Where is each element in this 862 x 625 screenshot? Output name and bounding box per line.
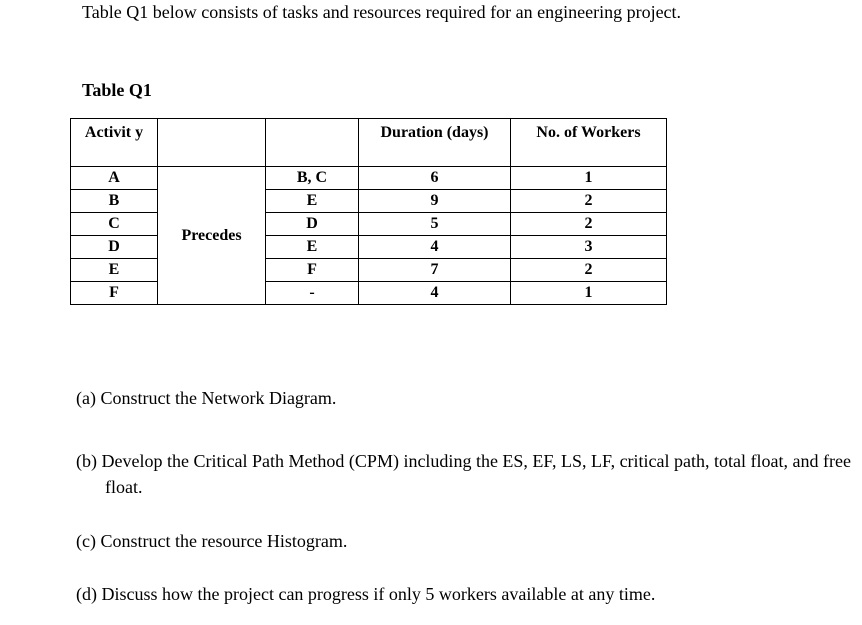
table-header-row — [71, 119, 667, 167]
cell-successor: B, C — [266, 167, 359, 190]
cell-duration: 9 — [359, 190, 511, 213]
cell-activity: A — [71, 167, 158, 190]
header-successor — [266, 119, 359, 167]
cell-activity: C — [71, 213, 158, 236]
cell-precedes: Precedes — [158, 167, 266, 305]
cell-activity: F — [71, 282, 158, 305]
intro-text: Table Q1 below consists of tasks and resources required for an engineering project. — [82, 2, 682, 22]
cell-duration: 6 — [359, 167, 511, 190]
cell-activity: B — [71, 190, 158, 213]
cell-successor: D — [266, 213, 359, 236]
cell-successor: E — [266, 236, 359, 259]
cell-duration: 5 — [359, 213, 511, 236]
cell-workers: 1 — [511, 167, 667, 190]
cell-workers: 2 — [511, 259, 667, 282]
question-d: (d) Discuss how the project can progress if only 5 workers available at any time. — [76, 584, 656, 604]
cell-workers: 1 — [511, 282, 667, 305]
cell-duration: 4 — [359, 236, 511, 259]
question-a: (a) Construct the Network Diagram. — [76, 388, 337, 408]
table-row — [71, 167, 667, 190]
header-activity: Activit y — [71, 119, 158, 167]
question-c: (c) Construct the resource Histogram. — [76, 531, 348, 551]
cell-successor: - — [266, 282, 359, 305]
table-q1 — [70, 118, 667, 305]
question-b: (b) Develop the Critical Path Method (CPM) including the ES, EF, LS, LF, critical path, total float, and free float. — [76, 451, 851, 497]
cell-workers: 2 — [511, 213, 667, 236]
cell-duration: 7 — [359, 259, 511, 282]
cell-activity: E — [71, 259, 158, 282]
header-relation — [158, 119, 266, 167]
cell-activity: D — [71, 236, 158, 259]
cell-duration: 4 — [359, 282, 511, 305]
header-workers: No. of Workers — [511, 119, 667, 167]
table-caption: Table Q1 — [82, 80, 152, 100]
cell-successor: F — [266, 259, 359, 282]
cell-workers: 2 — [511, 190, 667, 213]
header-duration: Duration (days) — [359, 119, 511, 167]
cell-successor: E — [266, 190, 359, 213]
cell-workers: 3 — [511, 236, 667, 259]
